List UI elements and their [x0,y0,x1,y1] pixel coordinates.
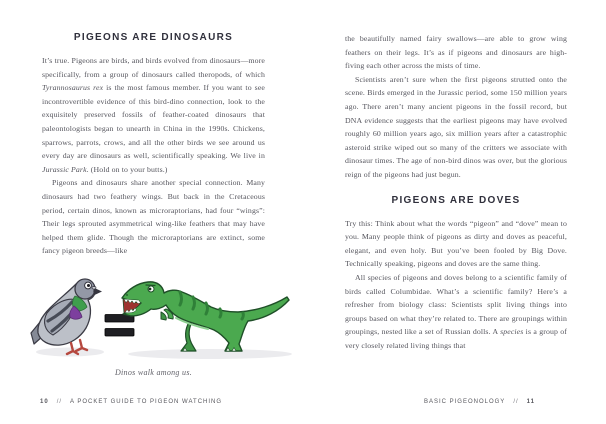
right-running-title: BASIC PIGEONOLOGY [423,399,506,405]
left-page-footer [40,399,222,405]
right-page-heading: PIGEONS ARE DOVES [391,194,521,206]
footer-separator: // [56,399,63,405]
left-page-body-text: It’s true. Pigeons are birds, and birds evolved from dinosaurs—more specifically, from a group of dinosaurs called theropods, of which Tyrannosaurus rex is the most famous member. If you want to see incontrovertible evidence of this bird-dino connection, look to the exquisitely preserved fossils of feather-coated dinosaurs that paleontologists began to unearth in China in the 1990s. Chickens, sparrows, parrots, crows, and all the other birds we see around us every day are dinosaurs as well, scientifically speaking. We live in Jurassic Park. (Hold on to your butts.) Pigeons and dinosaurs share another special connection. Many dinosaurs had two feathery wings. But back in the Cretaceous period, certain dinos, known as microraptorians, had four “wings”: Their legs sprouted asymmetrical wing-like feathers that may have helped them glide. Though the microraptorians are extinct, some fancy pigeon breeds—like [42,56,265,256]
pigeon-icon [31,279,102,354]
footer-separator: // [513,399,519,405]
right-page-footer [424,399,535,405]
equals-icon [105,315,134,337]
left-page-heading: PIGEONS ARE DINOSAURS [73,32,234,43]
right-page-number: 11 [526,399,535,405]
left-running-title: A POCKET GUIDE TO PIGEON WATCHING [70,399,223,405]
left-page-number: 10 [40,399,49,405]
right-page-body-text-top: the beautifully named fairy swallows—are able to grow wing feathers on their legs. It’s as if pigeons and dinosaurs are high-fiving each other across the mists of time. Scientists aren’t sure when the first pigeons strutted onto the scene. Birds emerged in the Jurassic period, some 150 million years ago. There aren’t many ancient pigeons in the fossil record, but DNA evidence suggests that the earliest pigeons may have evolved roughly 60 million years ago, six million years after a catastrophic asteroid strike wiped out so many of the critters we associate with dinosaur times. The age of non-bird dinos was over, but the glorious reign of the pigeons had just begun. [345,34,567,179]
illustration-caption: Dinos walk among us. [114,368,193,377]
trex-icon [122,282,289,351]
right-page-body-text-bottom: Try this: Think about what the words “pigeon” and “dove” mean to you. Many people think of pigeons as dirty and doves as peaceful, elegant, and even holy. But you’ve been fooled by Big Dove. Technically speaking, pigeons and doves are the same thing. All species of pigeons and doves belong to a scientific family of birds called Columbidae. What’s a scientific family? Here’s a refresher from biology class: Scientists split living things into groups based on what they’re related to. There are groupings within groupings, nested like a set of Russian dolls. A species is a group of very closely related living things that [345,218,567,350]
left-page [42,32,265,258]
pigeon-equals-trex-illustration [30,272,300,364]
trex-shadow [128,349,292,359]
right-page [345,32,567,352]
